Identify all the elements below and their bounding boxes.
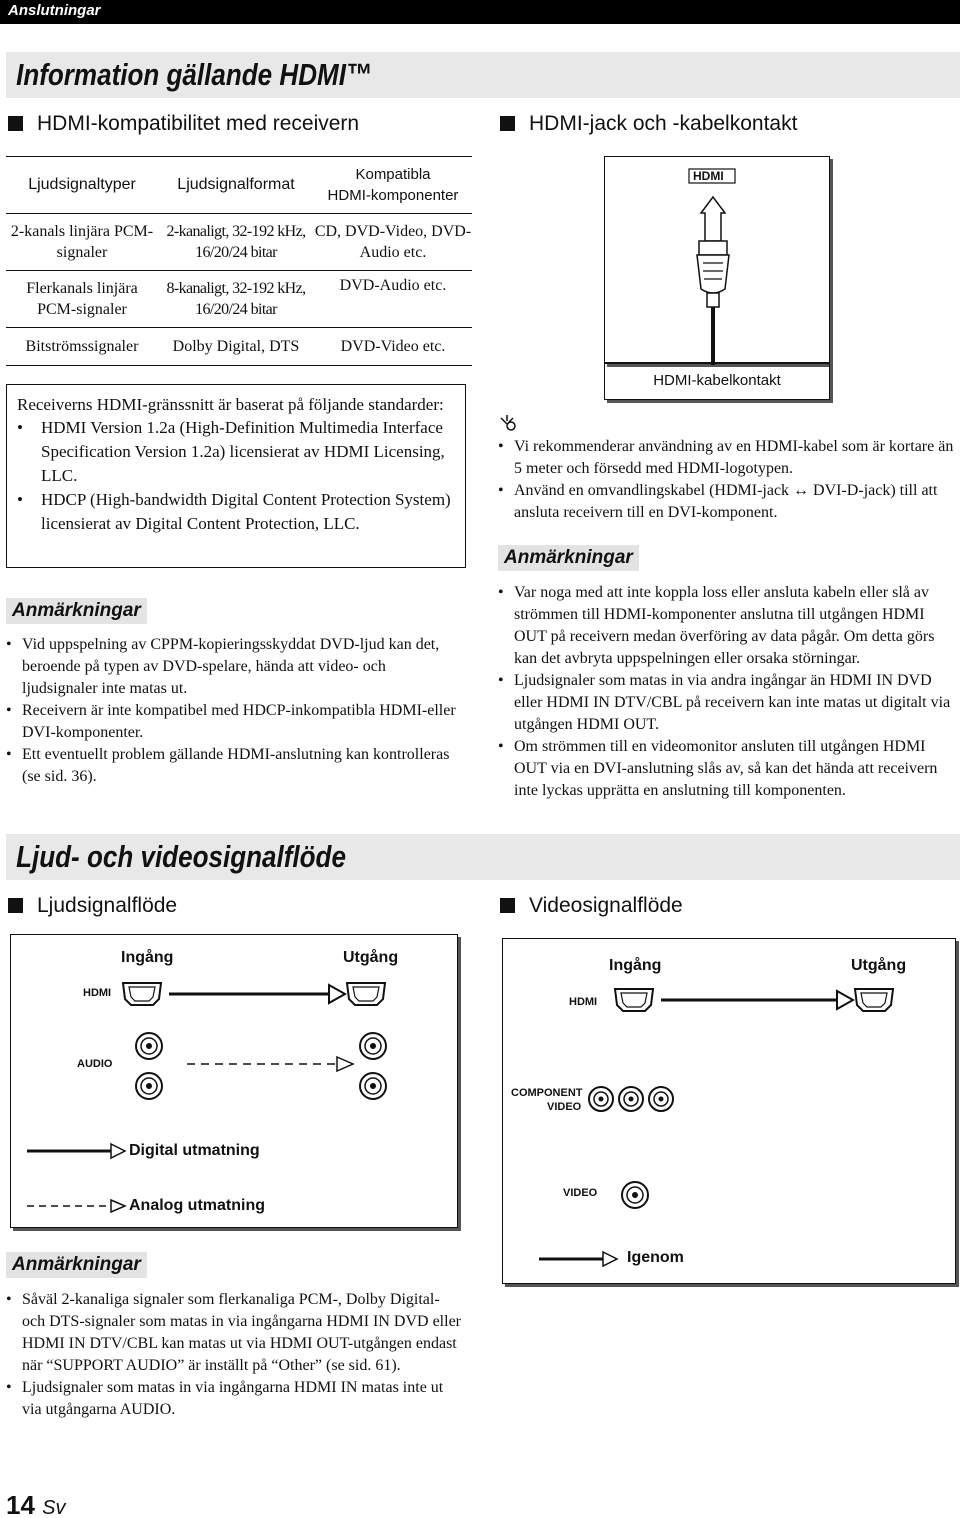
component-jack-pr [649, 1087, 673, 1111]
table-cell: Dolby Digital, DTS [158, 327, 314, 365]
table-header: Ljudsignalformat [158, 157, 314, 213]
section-header-label: Anslutningar [8, 2, 101, 19]
list-item: • Såväl 2-kanaliga signaler som flerkanaliga PCM-, Dolby Digital- och DTS-signaler som matas in via ingångarna HDMI IN DVD eller HDMI IN DTV/CBL kan matas ut via HDMI OUT-utgången endast när “SUPPORT AUDIO” är inställt på “Other” (se sid. 61). [6, 1289, 464, 1377]
audio-flow-graphics [11, 935, 459, 1229]
audio-flow-heading: Ljudsignalflöde [8, 894, 177, 918]
notes-list-left [6, 634, 462, 788]
compat-heading: HDMI-kompatibilitet med receivern [8, 112, 359, 136]
component-label-2: VIDEO [547, 1101, 582, 1113]
list-item: • HDCP (High-bandwidth Digital Content Protection System) licensierat av Digital Content Protection, LLC. [17, 488, 455, 536]
table-row [6, 327, 472, 365]
list-item: • Ett eventuellt problem gällande HDMI-anslutning kan kontrolleras (se sid. 36). [6, 744, 462, 788]
video-hdmi-input-jack [615, 989, 653, 1011]
list-item: • Om strömmen till en videomonitor ansluten till utgången HDMI OUT via en DVI-anslutning slås av, så kan det hända att receivern inte lyckas upprätta en anslutning till komponenten. [498, 736, 960, 802]
table-header: Ljudsignaltyper [6, 157, 158, 213]
legend-digital-arrow [27, 1144, 125, 1158]
jack-heading: HDMI-jack och -kabelkontakt [500, 112, 797, 136]
component-jack-pb [619, 1087, 643, 1111]
audio-output-jack-l [360, 1033, 386, 1059]
video-composite-jack [622, 1182, 648, 1208]
table-cell: DVD-Video etc. [314, 327, 472, 365]
video-input-label: Ingång [609, 957, 662, 974]
standards-box [6, 384, 466, 568]
hdmi-page-title: Information gällande HDMI™ [16, 57, 372, 92]
component-jack-y [589, 1087, 613, 1111]
notes-label-bottom: Anmärkningar [6, 1252, 147, 1278]
table-row [6, 213, 472, 270]
list-item: • Ljudsignaler som matas in via ingångarna HDMI IN matas inte ut via utgångarna AUDIO. [6, 1377, 464, 1421]
audio-input-label: Ingång [121, 949, 174, 966]
audio-output-jack-r [360, 1073, 386, 1099]
tips-list [498, 436, 960, 524]
table-cell: Bitströmssignaler [6, 327, 158, 365]
compat-table [6, 157, 472, 366]
audio-hdmi-label: HDMI [83, 987, 112, 999]
table-cell: 2-kanals linjära PCM-signaler [6, 213, 158, 270]
hdmi-cable-illustration [605, 157, 831, 365]
flow-title-band [6, 834, 960, 880]
language-code: Sv [42, 1497, 66, 1518]
video-flow-heading: Videosignalflöde [500, 894, 683, 918]
video-flow-diagram [502, 938, 956, 1284]
table-cell: CD, DVD-Video, DVD-Audio etc. [314, 213, 472, 270]
video-output-label: Utgång [851, 957, 907, 974]
hdmi-jack-diagram [604, 156, 830, 364]
notes-label-left: Anmärkningar [6, 598, 147, 624]
list-item: • Receivern är inte kompatibel med HDCP-inkompatibla HDMI-eller DVI-komponenter. [6, 700, 462, 744]
page-number: 14 Sv [6, 1490, 66, 1518]
audio-input-jack-l [136, 1033, 162, 1059]
list-item: • Var noga med att inte koppla loss eller ansluta kabeln eller slå av strömmen till HDMI-komponenter anslutna till utgången HDMI OUT på receivern medan överföring av data pågår. Om detta görs kan det avbryta uppspelningen eller orsaka störningar. [498, 582, 960, 670]
audio-audio-label: AUDIO [77, 1058, 113, 1070]
hdmi-port-label: HDMI [693, 169, 724, 183]
tip-icon [498, 412, 518, 432]
list-item: • Vid uppspelning av CPPM-kopieringsskyddat DVD-ljud kan det, beroende på typen av DVD-spelare, hända att video- och ljudsignaler inte matas ut. [6, 634, 462, 700]
hdmi-cable-caption: HDMI-kabelkontakt [604, 362, 830, 400]
component-label-1: COMPONENT [511, 1087, 583, 1099]
flow-page-title: Ljud- och videosignalflöde [16, 839, 346, 874]
legend-none-label: Igenom [627, 1249, 684, 1266]
table-cell: DVD-Audio etc. [314, 270, 472, 327]
notes-list-bottom [6, 1289, 464, 1421]
compat-table-wrap [6, 156, 472, 366]
table-cell: 2-kanaligt, 32-192 kHz, 16/20/24 bitar [158, 213, 314, 270]
legend-analog-arrow [27, 1200, 125, 1212]
section-header-bar [0, 0, 960, 24]
list-item: • Ljudsignaler som matas in via andra ingångar än HDMI IN DVD eller HDMI IN DTV/CBL på receivern kan inte matas ut digitalt via utgången HDMI OUT. [498, 670, 960, 736]
list-item: • Vi rekommenderar användning av en HDMI-kabel som är kortare än 5 meter och försedd med HDMI-logotypen. [498, 436, 960, 480]
audio-output-label: Utgång [343, 949, 399, 966]
video-hdmi-label: HDMI [569, 996, 598, 1008]
table-cell: Flerkanals linjära PCM-signaler [6, 270, 158, 327]
table-row [6, 270, 472, 327]
hdmi-output-jack [347, 983, 385, 1005]
notes-list-right [498, 582, 960, 802]
video-composite-label: VIDEO [563, 1187, 598, 1199]
legend-analog-label: Analog utmatning [129, 1197, 265, 1214]
video-hdmi-output-jack [855, 989, 893, 1011]
hdmi-input-jack [123, 983, 161, 1005]
legend-none-arrow [539, 1252, 617, 1266]
table-cell: 8-kanaligt, 32-192 kHz, 16/20/24 bitar [158, 270, 314, 327]
standards-intro: Receiverns HDMI-gränssnitt är baserat på följande standarder: [17, 395, 444, 414]
hdmi-title-band [6, 52, 960, 98]
audio-input-jack-r [136, 1073, 162, 1099]
table-header: Kompatibla HDMI-komponenter [314, 157, 472, 213]
legend-digital-label: Digital utmatning [129, 1142, 260, 1159]
audio-flow-diagram [10, 934, 458, 1228]
notes-label-right: Anmärkningar [498, 545, 639, 571]
list-item: • HDMI Version 1.2a (High-Definition Multimedia Interface Specification Version 1.2a) licensierat av HDMI Licensing, LLC. [17, 416, 455, 488]
list-item: • Använd en omvandlingskabel (HDMI-jack ↔ DVI-D-jack) till att ansluta receivern till en DVI-komponent. [498, 480, 960, 524]
